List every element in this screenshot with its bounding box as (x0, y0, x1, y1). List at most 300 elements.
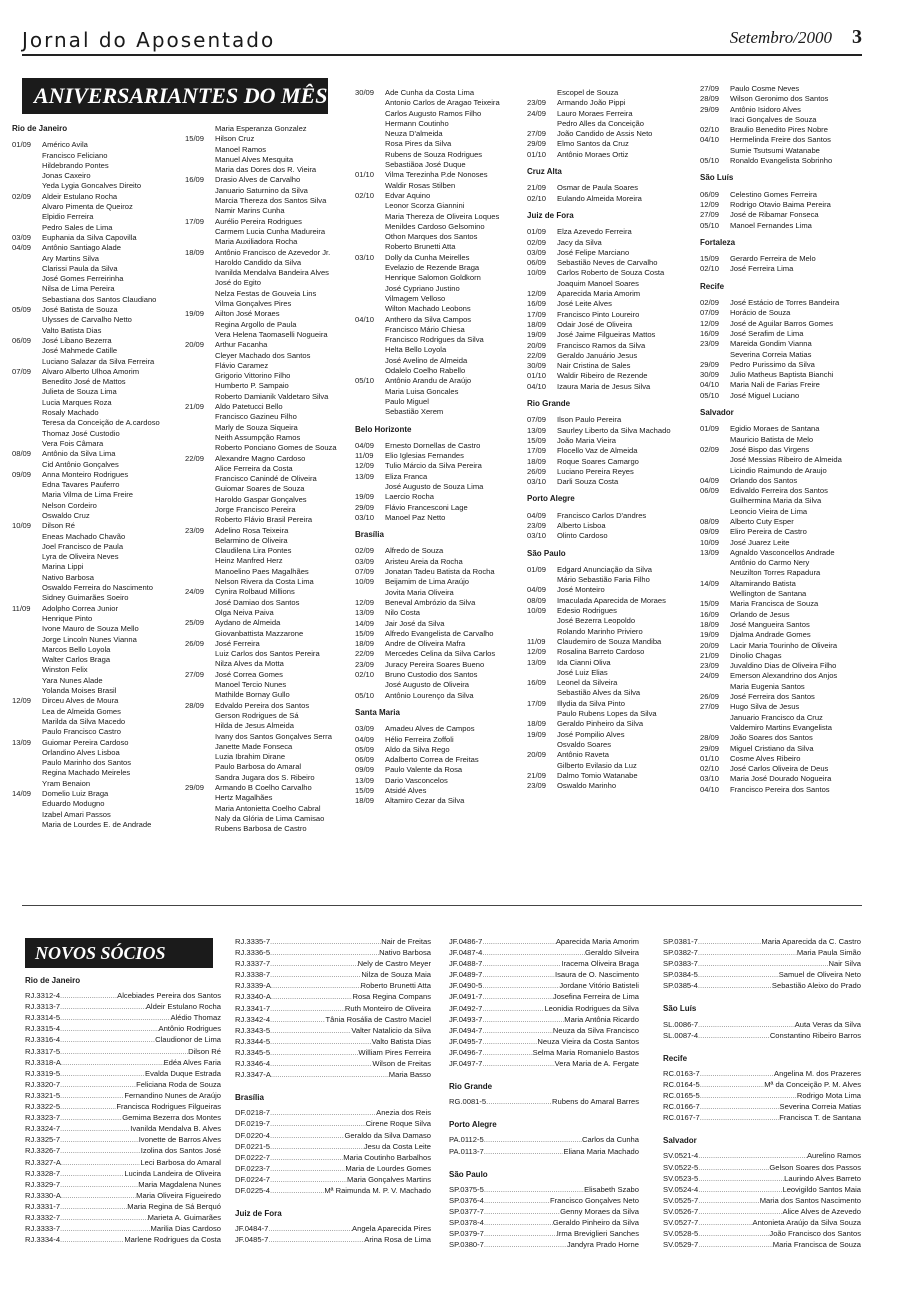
birthday-name: Hertz Magalhães (215, 793, 273, 803)
birthday-entry (12, 717, 187, 727)
birthday-date: 26/09 (527, 466, 547, 476)
birthday-date (12, 346, 42, 356)
member-code: RJ.3315-4 (25, 1024, 61, 1034)
birthday-name: João Candido de Assis Neto (557, 129, 653, 139)
birthday-date: 02/10 (527, 193, 547, 203)
member-code: SP.0380-7 (449, 1240, 484, 1250)
member-entry (663, 1019, 861, 1030)
birthday-name: Claudilena Lira Pontes (215, 546, 292, 556)
birthday-entry (700, 319, 870, 329)
birthday-name: Cleyer Machado dos Santos (215, 350, 311, 360)
birthday-entry (355, 294, 527, 304)
birthday-date: 12/09 (700, 199, 720, 209)
member-name: Maria Oliveira Figueiredo (136, 1190, 221, 1200)
birthday-name: José Juarez Leite (730, 537, 790, 547)
birthdays-banner: ANIVERSARIANTES DO MÊS (22, 78, 328, 114)
birthday-name: José Batista de Souza (42, 305, 118, 315)
birthday-entry (700, 125, 870, 135)
member-code: JF.0485-7 (235, 1235, 269, 1245)
birthday-entry (185, 598, 357, 608)
birthday-entry (185, 701, 357, 711)
birthday-entry (185, 248, 357, 258)
birthday-date: 01/10 (527, 371, 547, 381)
birthday-date: 19/09 (185, 309, 205, 319)
birthday-date: 27/09 (185, 669, 205, 679)
leader-dots (60, 1134, 139, 1145)
member-code: RC.0166-7 (663, 1102, 700, 1112)
birthday-name: Cid Antônio Gonçalves (42, 459, 119, 469)
birthday-entry (700, 641, 870, 651)
birthday-date: 15/09 (700, 254, 720, 264)
birthday-entry (527, 320, 699, 330)
birthday-name: Vilma Gonçalves Pires (215, 299, 292, 309)
birthday-date: 05/09 (355, 744, 375, 754)
birthday-date (12, 315, 42, 325)
birthday-name: José Luiz Elias (557, 667, 608, 677)
birthday-name: José Ferreira Lima (730, 264, 794, 274)
birthday-entry (355, 691, 527, 701)
birthday-name: Januario Francisco da Cruz (730, 712, 823, 722)
leader-dots (61, 1157, 140, 1168)
birthday-name: José Monteiro (557, 585, 605, 595)
birthday-name: Hermann Coutinho (385, 118, 449, 128)
member-code: RJ.3346-4 (235, 1059, 271, 1069)
birthday-date (185, 680, 215, 690)
birthday-entry (12, 789, 187, 799)
city-heading: Brasília (235, 1093, 264, 1103)
birthday-entry (12, 429, 187, 439)
birthday-date (355, 181, 385, 191)
birthday-entry (185, 526, 357, 536)
birthday-date: 07/09 (527, 415, 547, 425)
birthday-name: Carlos Roberto de Souza Costa (557, 268, 665, 278)
birthday-entry (185, 351, 357, 361)
birthday-name: Drasio Alves de Carvalho (215, 175, 301, 185)
member-code: SP.0381-7 (663, 937, 698, 946)
birthday-name: Paulo Rubens Lopes da Silva (557, 709, 657, 719)
birthday-entry (12, 521, 187, 531)
birthday-name: Luzia Ibrahim Dirane (215, 752, 286, 762)
member-name: Marilia Dias Cardoso (150, 1224, 221, 1234)
birthday-date: 17/09 (527, 698, 547, 708)
member-code: RC.0165-5 (663, 1091, 700, 1101)
leader-dots (268, 1234, 364, 1245)
birthday-date (185, 320, 215, 330)
member-name: Francisca Rodrigues Filgueiras (116, 1102, 221, 1112)
member-name: Ruth Monteiro de Oliveira (344, 1003, 431, 1013)
member-entry (235, 947, 431, 958)
member-entry (25, 1023, 221, 1034)
member-name: Jordane Vitório Batisteli (559, 981, 639, 991)
birthday-entry (12, 799, 187, 809)
leader-dots (60, 1179, 138, 1190)
birthday-date (700, 589, 730, 599)
leader-dots (60, 1090, 124, 1101)
member-code: RC.0164-5 (663, 1079, 700, 1089)
birthday-name: Braulio Benedito Pires Nobre (730, 125, 828, 135)
birthday-date: 28/09 (185, 700, 205, 710)
birthday-name: Henrique Pinto (42, 613, 93, 623)
newspaper-title: Jornal do Aposentado (22, 28, 276, 52)
birthday-entry (185, 484, 357, 494)
birthday-name: Ulysses de Carvalho Netto (42, 315, 132, 325)
birthday-name: Dirceu Alves de Moura (42, 696, 119, 706)
birthday-name: Rubens Barbosa de Castro (215, 824, 307, 834)
birthday-date: 27/09 (700, 702, 720, 712)
leader-dots (60, 1046, 188, 1057)
birthday-name: Nelson Rivera da Costa Lima (215, 577, 314, 587)
birthday-date (185, 206, 215, 216)
birthday-date (12, 573, 42, 583)
birthday-date: 04/09 (527, 510, 547, 520)
birthday-date (355, 335, 385, 345)
birthday-name: Jonatan Tadeu Batista da Rocha (385, 567, 495, 577)
member-code: RJ.3339-A (235, 981, 271, 991)
leader-dots (60, 1223, 150, 1234)
birthday-name: Valto Batista Dias (42, 325, 102, 335)
birthday-name: Dilson Ré (42, 521, 75, 531)
member-code: DF.0224-7 (235, 1174, 271, 1184)
birthday-date: 23/09 (527, 781, 547, 791)
birthday-name: Francisco Pinto Loureiro (557, 309, 640, 319)
member-name: Alice Alves de Azevedo (782, 1206, 861, 1216)
birthday-name: Maria José Dourado Nogueira (730, 774, 832, 784)
birthday-name: Horácio de Souza (730, 308, 791, 318)
birthdays-column-2 (185, 124, 357, 834)
birthday-name: Namir Marins Cunha (215, 206, 285, 216)
birthday-name: Mareida Gondim Vianna (730, 339, 812, 349)
birthday-date (355, 232, 385, 242)
birthday-entry (700, 190, 870, 200)
leader-dots (484, 1184, 584, 1195)
birthday-date (12, 799, 42, 809)
birthday-name: Miguel Cristiano da Silva (730, 743, 814, 753)
birthday-date: 12/09 (12, 696, 32, 706)
birthday-name: Manoel Ramos (215, 144, 267, 154)
member-name: Geraldo Pinheiro da Silva (552, 1217, 639, 1227)
birthday-entry (355, 588, 527, 598)
birthday-date (185, 495, 215, 505)
birthday-entry (12, 511, 187, 521)
birthday-date (185, 546, 215, 556)
member-entry (663, 1206, 861, 1217)
birthday-date (527, 279, 557, 289)
birthday-entry (700, 370, 870, 380)
birthday-date: 13/09 (527, 425, 547, 435)
birthday-name: Januario Saturnino da Silva (215, 185, 308, 195)
birthday-name: Eulando Almeida Moreira (557, 193, 642, 203)
birthday-name: Ronaldo Evangelista Sobrinho (730, 156, 833, 166)
birthday-name: Egidio Moraes de Santana (730, 424, 820, 434)
birthday-name: Paulo Valente da Rosa (385, 765, 463, 775)
birthday-name: Ary Martins Silva (42, 253, 99, 263)
birthday-entry (185, 629, 357, 639)
birthday-entry (185, 186, 357, 196)
birthday-entry (355, 170, 527, 180)
birthday-date: 04/10 (700, 135, 720, 145)
member-name: Maria dos Santos Nascimento (759, 1195, 861, 1205)
member-entry (25, 1001, 221, 1012)
birthday-name: Beneval Ambrózio da Silva (385, 597, 476, 607)
birthday-entry (12, 367, 187, 377)
birthday-name: Winston Felix (42, 665, 88, 675)
leader-dots (698, 1030, 770, 1041)
member-code: RJ.3332-7 (25, 1212, 61, 1222)
birthday-date: 13/09 (355, 471, 375, 481)
member-name: Marlene Rodrigues da Costa (124, 1235, 221, 1245)
birthday-name: Evelazio de Rezende Braga (385, 263, 480, 273)
member-code: SV.0522-5 (663, 1162, 699, 1172)
birthday-date: 18/09 (355, 796, 375, 806)
birthday-entry (185, 381, 357, 391)
birthday-date (355, 356, 385, 366)
member-code: RJ.3345-5 (235, 1047, 271, 1057)
member-entry (25, 1157, 221, 1168)
city-heading: Recife (663, 1053, 688, 1063)
birthday-entry (700, 507, 870, 517)
birthday-entry (12, 357, 187, 367)
birthday-entry (355, 619, 527, 629)
birthday-date: 29/09 (700, 743, 720, 753)
birthday-entry (527, 658, 699, 668)
birthday-name: Grigorio Vittorino Filho (215, 371, 291, 381)
birthday-entry (12, 449, 187, 459)
birthday-entry (185, 145, 357, 155)
member-code: RC.0163-7 (663, 1068, 700, 1078)
birthday-entry (355, 765, 527, 775)
birthday-name: Juvaldino Dias de Oliveira Filho (730, 661, 837, 671)
member-entry (449, 1228, 639, 1239)
birthday-name: Giovanbattista Mazzarone (215, 628, 304, 638)
city-heading: São Luís (700, 173, 734, 183)
birthday-entry (185, 412, 357, 422)
birthday-entry (700, 496, 870, 506)
birthday-date: 05/10 (700, 220, 720, 230)
member-name: Angela Aparecida Pires (352, 1224, 431, 1234)
birthday-date (12, 161, 42, 171)
birthday-date: 12/09 (700, 318, 720, 328)
birthday-name: Roque Soares Camargo (557, 456, 639, 466)
birthday-name: José do Egito (215, 278, 262, 288)
birthday-date: 15/09 (355, 628, 375, 638)
member-entry (449, 1096, 639, 1107)
birthday-date (700, 466, 730, 476)
birthday-entry (185, 515, 357, 525)
birthday-name: Izabel Amari Passos (42, 809, 111, 819)
member-entry (663, 1068, 861, 1079)
member-code: RJ.3323-7 (25, 1113, 61, 1123)
birthday-date: 29/09 (527, 139, 547, 149)
birthday-name: Yram Benaion (42, 778, 91, 788)
birthday-entry (527, 98, 699, 108)
leader-dots (482, 980, 559, 991)
birthday-name: José Augusto de Souza Lima (385, 481, 484, 491)
member-entry (663, 980, 861, 991)
birthday-name: Paulo Francisco Castro (42, 727, 121, 737)
member-name: Wilson de Freitas (372, 1059, 431, 1069)
birthday-entry (527, 361, 699, 371)
member-entry (449, 1014, 639, 1025)
member-name: Claudionor de Lima (155, 1035, 221, 1045)
birthday-name: Osvaldo Soares (557, 739, 612, 749)
leader-dots (484, 1217, 553, 1228)
birthday-entry (527, 730, 699, 740)
birthday-date: 29/09 (355, 502, 375, 512)
birthday-name: Djalma Andrade Gomes (730, 630, 811, 640)
birthday-name: Lacir Maria Tourinho de Oliveira (730, 640, 838, 650)
birthday-date (700, 558, 730, 568)
leader-dots (484, 1239, 567, 1250)
birthday-date: 05/10 (700, 390, 720, 400)
birthday-name: Alice Ferreira da Costa (215, 463, 293, 473)
birthday-date: 27/09 (700, 210, 720, 220)
birthday-entry (355, 441, 527, 451)
birthday-date (185, 289, 215, 299)
birthday-date: 12/09 (527, 647, 547, 657)
birthday-entry (185, 536, 357, 546)
birthday-date (355, 273, 385, 283)
birthday-date: 02/09 (527, 237, 547, 247)
member-entry (25, 1179, 221, 1190)
birthday-entry (185, 289, 357, 299)
birthday-date: 20/09 (527, 340, 547, 350)
member-name: Laurindo Alves Barreto (784, 1173, 861, 1183)
birthday-entry (700, 339, 870, 349)
birthday-entry (12, 758, 187, 768)
birthday-date (12, 171, 42, 181)
leader-dots (700, 1101, 780, 1112)
birthday-name: Neuzilton Torres Rapadura (730, 568, 821, 578)
birthday-entry (355, 796, 527, 806)
birthday-name: Aparecida Maria Amorim (557, 289, 641, 299)
birthday-entry (185, 587, 357, 597)
birthday-date (12, 810, 42, 820)
birthday-entry (355, 745, 527, 755)
birthday-entry (185, 762, 357, 772)
birthday-entry (527, 521, 699, 531)
birthday-entry (700, 589, 870, 599)
birthday-name: Nelza Festas de Gouveia Lins (215, 288, 317, 298)
birthday-date (12, 274, 42, 284)
member-code: SV.0521-4 (663, 1151, 699, 1161)
birthday-date (355, 98, 385, 108)
birthday-name: Anthero da Silva Campos (385, 314, 472, 324)
leader-dots (698, 1173, 784, 1184)
leader-dots (270, 1107, 376, 1118)
birthday-date: 19/09 (527, 330, 547, 340)
leader-dots (60, 1034, 155, 1045)
member-name: Anezia dos Reis (376, 1108, 431, 1118)
birthday-entry (185, 618, 357, 628)
birthday-date (185, 299, 215, 309)
birthday-date (185, 762, 215, 772)
birthday-name: Illydia da Silva Pinto (557, 698, 625, 708)
birthday-name: Juracy Pereira Soares Bueno (385, 659, 485, 669)
birthday-name: Ivanilda Mendalva Bandeira Alves (215, 268, 329, 278)
birthday-entry (700, 210, 870, 220)
member-entry (235, 1069, 431, 1080)
birthday-name: Lauro Moraes Ferreira (557, 108, 633, 118)
leader-dots (270, 1118, 366, 1129)
birthday-date (12, 614, 42, 624)
birthday-entry (700, 558, 870, 568)
birthday-entry (12, 223, 187, 233)
birthday-date (12, 490, 42, 500)
birthday-date (185, 629, 215, 639)
birthday-entry (355, 546, 527, 556)
birthday-name: Aldo da Silva Rego (385, 744, 450, 754)
leader-dots (700, 1079, 764, 1090)
birthday-name: Wellington de Santana (730, 589, 807, 599)
birthday-name: Maria Eugenia Santos (730, 681, 805, 691)
birthday-entry (700, 94, 870, 104)
birthday-entry (355, 397, 527, 407)
birthday-entry (527, 719, 699, 729)
birthday-name: Maria Vilma de Lima Freire (42, 490, 134, 500)
birthday-date (12, 264, 42, 274)
birthday-entry (527, 647, 699, 657)
birthday-date (185, 814, 215, 824)
birthday-date (12, 655, 42, 665)
birthday-date: 13/09 (12, 737, 32, 747)
birthday-date (355, 325, 385, 335)
birthday-name: Jair José da Silva (385, 618, 445, 628)
birthday-name: José Miguel Luciano (730, 390, 800, 400)
birthday-name: Aldeir Estulano Rocha (42, 191, 118, 201)
member-name: Aurelino Ramos (806, 1151, 861, 1161)
new-members-column-3 (449, 936, 639, 1250)
birthday-name: Marcia Thereza dos Santos Silva (215, 196, 327, 206)
birthday-entry (12, 604, 187, 614)
birthday-date (12, 439, 42, 449)
leader-dots (698, 1150, 807, 1161)
birthday-entry (12, 264, 187, 274)
birthday-name: Jorge Francisco Pereira (215, 504, 296, 514)
birthday-entry (527, 139, 699, 149)
birthday-date: 13/09 (355, 775, 375, 785)
birthday-name: José Pompilio Alves (557, 729, 625, 739)
birthday-entry (355, 670, 527, 680)
birthday-name: Julio Matheus Baptista Bianchi (730, 370, 834, 380)
birthday-entry (700, 754, 870, 764)
birthday-name: Humberto P. Sampaio (215, 381, 289, 391)
leader-dots (700, 1068, 774, 1079)
birthday-entry (355, 472, 527, 482)
birthday-entry (185, 680, 357, 690)
birthday-date: 04/09 (355, 734, 375, 744)
birthday-name: Edgard Anunciação da Silva (557, 564, 652, 574)
birthday-date: 27/09 (527, 129, 547, 139)
birthday-date: 11/09 (12, 603, 31, 613)
birthday-date: 16/09 (185, 175, 205, 185)
leader-dots (698, 1195, 760, 1206)
birthday-date (185, 351, 215, 361)
birthday-date (12, 593, 42, 603)
birthday-entry (185, 320, 357, 330)
member-code: JF.0493-7 (449, 1014, 483, 1024)
member-entry (449, 1025, 639, 1036)
birthday-name: Hildebrando Pontes (42, 160, 109, 170)
birthday-date: 22/09 (185, 453, 205, 463)
birthday-name: Maria Esperanza Gonzalez (215, 124, 307, 133)
birthday-entry (355, 356, 527, 366)
birthday-date: 03/10 (527, 531, 547, 541)
birthday-date: 10/09 (527, 268, 547, 278)
birthday-date (355, 397, 385, 407)
birthday-name: Laercio Rocha (385, 492, 434, 502)
birthday-date: 04/10 (355, 314, 375, 324)
birthday-entry (700, 692, 870, 702)
